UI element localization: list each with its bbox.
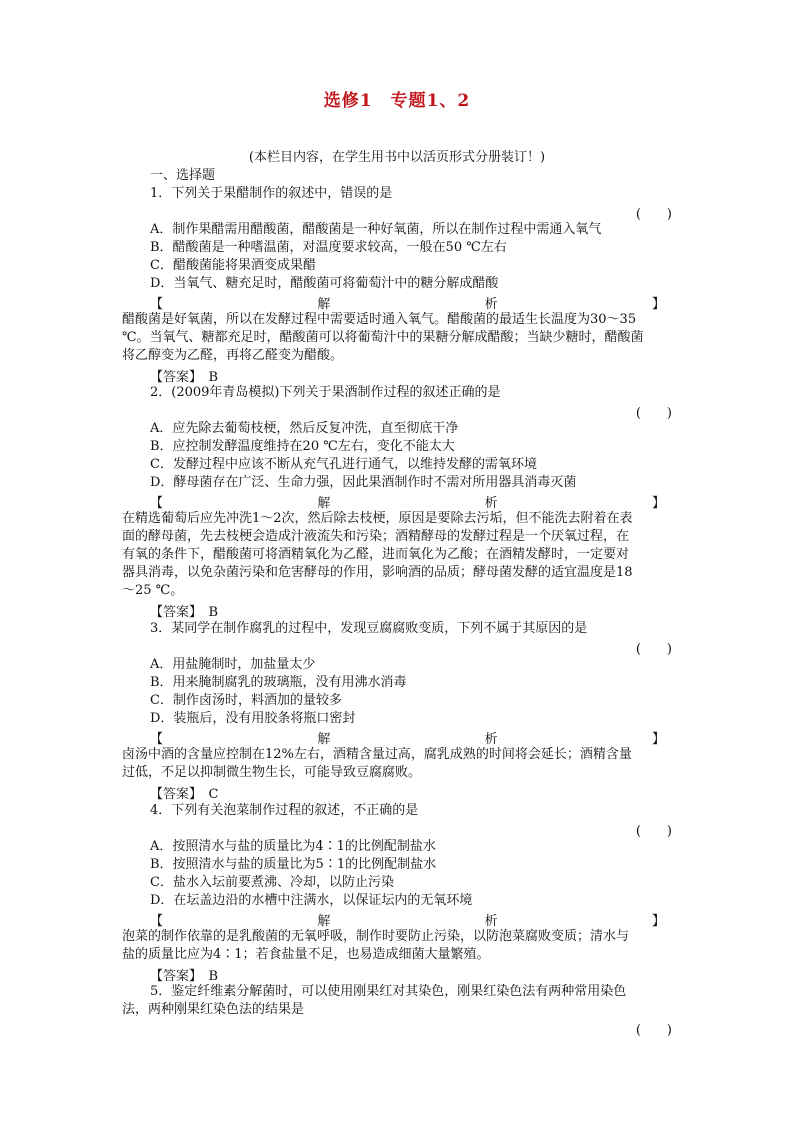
- bracket-open: 【: [150, 914, 164, 929]
- q3-option-a: A．用盐腌制时，加盐量太少: [150, 657, 316, 672]
- q1-option-c: C．醋酸菌能将果酒变成果醋: [150, 258, 316, 273]
- xi-char: 析: [484, 297, 498, 312]
- answer-blank: ( ): [635, 406, 672, 421]
- q1-explanation-line: ℃。当氧气、糖都充足时，醋酸菌可以将葡萄汁中的果糖分解成醋酸；当缺少糖时，醋酸菌: [122, 330, 644, 345]
- q3-option-d: D．装瓶后，没有用胶条将瓶口密封: [150, 711, 356, 726]
- answer-blank: ( ): [635, 824, 672, 839]
- question-1-stem: 1．下列关于果醋制作的叙述中，错误的是: [150, 186, 393, 201]
- q2-explanation-line: 面的酵母菌，先去枝梗会造成汁液流失和污染；酒精酵母的发酵过程是一个厌氧过程，在: [122, 529, 630, 544]
- question-3-stem: 3．某同学在制作腐乳的过程中，发现豆腐腐败变质，下列不属于其原因的是: [150, 621, 588, 636]
- q1-answer: 【答案】 B: [150, 370, 219, 385]
- q1-option-d: D．当氧气、糖充足时，醋酸菌可将葡萄汁中的糖分解成醋酸: [150, 276, 499, 291]
- q1-explanation-line: 将乙醇变为乙醛，再将乙醛变为醋酸。: [122, 348, 344, 363]
- q1-option-a: A．制作果醋需用醋酸菌，醋酸菌是一种好氧菌，所以在制作过程中需通入氧气: [150, 222, 602, 237]
- q3-option-c: C．制作卤汤时，料酒加的量较多: [150, 693, 342, 708]
- analysis-heading: [150, 910, 665, 929]
- q4-option-b: B．按照清水与盐的质量比为5∶1的比例配制盐水: [150, 857, 437, 872]
- q4-option-c: C．盐水入坛前要煮沸、冷却，以防止污染: [150, 875, 394, 890]
- bracket-close: 】: [651, 297, 665, 312]
- binding-note: (本栏目内容，在学生用书中以活页形式分册装订！): [248, 150, 546, 165]
- answer-blank: ( ): [635, 642, 672, 657]
- q1-explanation-line: 醋酸菌是好氧菌，所以在发酵过程中需要适时通入氧气。醋酸菌的最适生长温度为30～35: [122, 312, 637, 327]
- q2-explanation-line: 在精选葡萄后应先冲洗1～2次，然后除去枝梗，原因是要除去污垢，但不能洗去附着在表: [122, 511, 633, 526]
- jie-char: 解: [317, 914, 331, 929]
- q3-explanation-line: 过低，不足以抑制微生物生长，可能导致豆腐腐败。: [122, 765, 422, 780]
- q3-answer: 【答案】 C: [150, 787, 219, 802]
- jie-char: 解: [317, 496, 331, 511]
- q1-option-b: B．醋酸菌是一种嗜温菌，对温度要求较高，一般在50 ℃左右: [150, 240, 507, 255]
- bracket-close: 】: [651, 914, 665, 929]
- q2-explanation-line: 器具消毒，以免杂菌污染和危害酵母的作用，影响酒的品质；酵母菌发酵的适宜温度是18: [122, 565, 633, 580]
- q2-option-d: D．酵母菌存在广泛、生命力强，因此果酒制作时不需对所用器具消毒灭菌: [150, 475, 577, 490]
- q2-option-b: B．应控制发酵温度维持在20 ℃左右，变化不能太大: [150, 439, 455, 454]
- q2-option-c: C．发酵过程中应该不断从充气孔进行通气，以维持发酵的需氧环境: [150, 457, 537, 472]
- question-5-stem: 5．鉴定纤维素分解菌时，可以使用刚果红对其染色，刚果红染色法有两种常用染色: [150, 984, 627, 999]
- jie-char: 解: [317, 297, 331, 312]
- q4-explanation-line: 泡菜的制作依靠的是乳酸菌的无氧呼吸，制作时要防止污染，以防泡菜腐败变质；清水与: [122, 929, 630, 944]
- q4-answer: 【答案】 B: [150, 969, 219, 984]
- q2-explanation-line: ～25 ℃。: [122, 583, 184, 598]
- q3-option-b: B．用来腌制腐乳的玻璃瓶，没有用沸水消毒: [150, 675, 407, 690]
- xi-char: 析: [484, 732, 498, 747]
- question-5-stem-continued: 法，两种刚果红染色法的结果是: [122, 1002, 305, 1017]
- answer-blank: ( ): [635, 1023, 672, 1038]
- bracket-close: 】: [651, 496, 665, 511]
- question-2-stem: 2．(2009年青岛模拟)下列关于果酒制作过程的叙述正确的是: [150, 385, 501, 400]
- section-heading: 一、选择题: [150, 168, 216, 183]
- answer-blank: ( ): [635, 207, 672, 222]
- bracket-close: 】: [651, 732, 665, 747]
- q2-option-a: A．应先除去葡萄枝梗，然后反复冲洗，直至彻底干净: [150, 421, 459, 436]
- question-4-stem: 4．下列有关泡菜制作过程的叙述，不正确的是: [150, 803, 419, 818]
- q3-explanation-line: 卤汤中酒的含量应控制在12%左右，酒精含量过高，腐乳成熟的时间将会延长；酒精含量: [122, 747, 632, 762]
- page-title: 选修1 专题1、2: [323, 91, 471, 111]
- xi-char: 析: [484, 914, 498, 929]
- xi-char: 析: [484, 496, 498, 511]
- q4-option-d: D．在坛盖边沿的水槽中注满水，以保证坛内的无氧环境: [150, 893, 473, 908]
- q2-answer: 【答案】 B: [150, 605, 219, 620]
- bracket-open: 【: [150, 297, 164, 312]
- analysis-heading: [150, 728, 665, 747]
- q4-explanation-line: 盐的质量比应为4∶1；若食盐量不足，也易造成细菌大量繁殖。: [122, 947, 490, 962]
- analysis-heading: [150, 293, 665, 312]
- jie-char: 解: [317, 732, 331, 747]
- analysis-heading: [150, 492, 665, 511]
- bracket-open: 【: [150, 496, 164, 511]
- bracket-open: 【: [150, 732, 164, 747]
- q2-explanation-line: 有氧的条件下，醋酸菌可将酒精氧化为乙醛，进而氧化为乙酸；在酒精发酵时，一定要对: [122, 547, 630, 562]
- q4-option-a: A．按照清水与盐的质量比为4∶1的比例配制盐水: [150, 839, 436, 854]
